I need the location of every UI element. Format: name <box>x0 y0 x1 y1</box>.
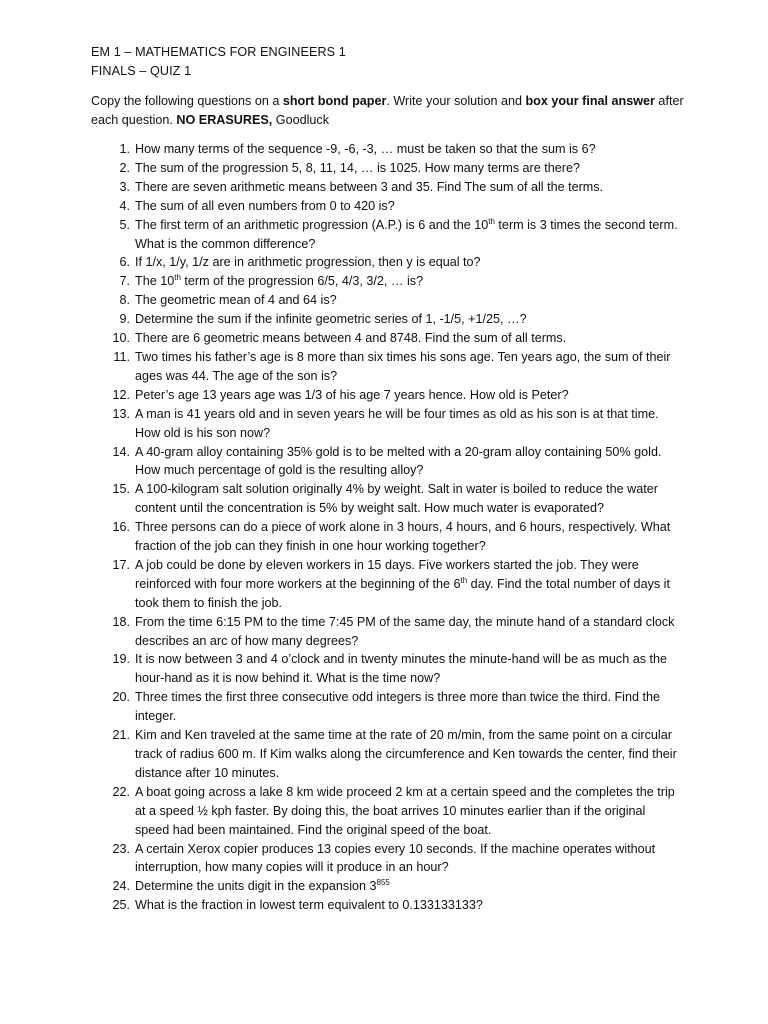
question-text: The sum of the progression 5, 8, 11, 14, … is 1025. How many terms are there? <box>135 160 580 175</box>
question-number: 3. <box>119 179 130 194</box>
question-number: 4. <box>119 198 130 213</box>
instructions-bold-1: short bond paper <box>282 94 387 108</box>
superscript: th <box>460 575 468 585</box>
question-item <box>0 216 680 254</box>
question-number: 17. <box>112 557 130 572</box>
question-number: 20. <box>112 690 130 705</box>
question-text: The sum of all even numbers from 0 to 420 is? <box>135 198 395 213</box>
question-item <box>0 480 680 518</box>
question-text: Kim and Ken traveled at the same time at the rate of 20 m/min, from the same point on a circular track of radius 600 m. If Kim walks along the circumference and Ken towards the center, find their distance after 10 minutes. <box>135 728 677 780</box>
instructions-bold-2: box your final answer <box>525 94 655 108</box>
question-text-part: The first term of an arithmetic progression (A.P.) is 6 and the 10 <box>135 217 489 232</box>
question-text: Peter’s age 13 years age was 1/3 of his age 7 years hence. How old is Peter? <box>135 387 569 402</box>
question-text: Three times the first three consecutive odd integers is three more than twice the third. Find the integer. <box>135 690 660 724</box>
question-text: How many terms of the sequence -9, -6, -3, … must be taken so that the sum is 6? <box>135 142 596 156</box>
question-number: 14. <box>112 444 130 459</box>
question-text: It is now between 3 and 4 o’clock and in twenty minutes the minute-hand will be as much as the hour-hand as it is now behind it. What is the time now? <box>135 652 668 686</box>
question-item <box>0 556 680 613</box>
question-number: 19. <box>112 652 130 667</box>
question-text: A boat going across a lake 8 km wide proceed 2 km at a certain speed and the completes the trip at a speed ½ kph faster. By doing this, the boat arrives 10 minutes earlier than if the original speed had been maintained. Find the original speed of the boat. <box>135 784 675 837</box>
instructions-text-4: Goodluck <box>272 113 329 127</box>
document-header <box>91 43 346 81</box>
question-item <box>0 840 680 878</box>
question-number: 13. <box>112 406 130 421</box>
superscript: th <box>488 216 495 226</box>
question-item <box>0 253 680 272</box>
question-text-part: term is 3 times the second term. What is the common difference? <box>135 217 678 251</box>
instructions-bold-3: NO ERASURES, <box>176 113 273 127</box>
question-text: There are seven arithmetic means between 3 and 35. Find The sum of all the terms. <box>135 179 604 194</box>
question-item <box>0 443 680 481</box>
question-text: Three persons can do a piece of work alone in 3 hours, 4 hours, and 6 hours, respectively. What fraction of the job can they finish in one hour working together? <box>135 520 671 554</box>
question-item <box>0 650 680 688</box>
question-item <box>0 726 680 783</box>
question-item <box>0 159 680 178</box>
question-item <box>0 272 680 291</box>
question-text: What is the fraction in lowest term equivalent to 0.133133133? <box>135 898 483 913</box>
instructions-paragraph <box>91 92 691 130</box>
question-item <box>0 613 680 651</box>
question-text-part: term of the progression 6/5, 4/3, 3/2, … is? <box>180 274 424 289</box>
question-number: 1. <box>119 142 130 156</box>
question-number: 10. <box>112 331 130 346</box>
question-number: 11. <box>113 349 130 364</box>
question-text <box>135 272 680 291</box>
instructions-text-3: after each question. <box>91 94 684 127</box>
question-list <box>0 140 768 915</box>
question-number: 15. <box>112 482 130 497</box>
question-number: 16. <box>112 520 130 535</box>
question-text: Two times his father’s age is 8 more than six times his sons age. Ten years ago, the sum of their ages was 44. The age of the son is? <box>135 349 671 383</box>
question-text: There are 6 geometric means between 4 and 8748. Find the sum of all terms. <box>135 331 567 346</box>
question-number: 7. <box>119 274 130 289</box>
question-item <box>0 329 680 348</box>
question-item <box>0 348 680 386</box>
question-text-part: Determine the units digit in the expansion 3 <box>135 879 377 894</box>
question-item <box>0 178 680 197</box>
question-text: A 40-gram alloy containing 35% gold is to be melted with a 20-gram alloy containing 50% gold. How much percentage of gold is the resulting alloy? <box>135 444 662 478</box>
question-text-part: A job could be done by eleven workers in 15 days. Five workers started the job. They were reinforced with four more workers at the beginning of the 6 <box>135 557 639 591</box>
question-number: 25. <box>112 898 130 913</box>
question-number: 9. <box>119 312 130 327</box>
question-number: 18. <box>112 614 130 629</box>
question-text: A man is 41 years old and in seven years he will be four times as old as his son is at that time. How old is his son now? <box>135 406 659 440</box>
question-text <box>135 216 680 254</box>
question-item <box>0 310 680 329</box>
question-text-part: day. Find the total number of days it took them to finish the job. <box>135 576 670 610</box>
course-title: EM 1 – MATHEMATICS FOR ENGINEERS 1 <box>91 45 346 59</box>
question-number: 5. <box>119 217 130 232</box>
question-text-part: The 10 <box>135 274 175 289</box>
question-item <box>0 896 680 915</box>
question-number: 6. <box>119 255 130 270</box>
question-item <box>0 386 680 405</box>
question-number: 21. <box>112 728 130 743</box>
question-number: 12. <box>112 387 130 402</box>
question-text: If 1/x, 1/y, 1/z are in arithmetic progression, then y is equal to? <box>135 255 481 270</box>
superscript: th <box>174 273 181 283</box>
question-number: 8. <box>119 293 130 308</box>
question-text <box>135 877 680 896</box>
superscript: 855 <box>376 878 390 888</box>
instructions-text-2: . Write your solution and <box>386 94 526 108</box>
instructions-text-1: Copy the following questions on a <box>91 94 283 108</box>
quiz-title: FINALS – QUIZ 1 <box>91 64 192 78</box>
question-text: From the time 6:15 PM to the time 7:45 PM of the same day, the minute hand of a standard clock describes an arc of how many degrees? <box>135 614 675 648</box>
question-item <box>0 518 680 556</box>
question-text: A 100-kilogram salt solution originally 4% by weight. Salt in water is boiled to reduce the water content until the concentration is 5% by weight salt. How much water is evaporated? <box>135 482 658 516</box>
question-text: Determine the sum if the infinite geometric series of 1, -1/5, +1/25, …? <box>135 312 527 327</box>
question-item <box>0 877 680 896</box>
question-item <box>0 688 680 726</box>
question-item <box>0 197 680 216</box>
question-number: 22. <box>112 784 130 799</box>
question-item <box>0 405 680 443</box>
question-number: 24. <box>112 879 130 894</box>
question-number: 23. <box>112 841 130 856</box>
question-item <box>0 291 680 310</box>
question-text <box>135 556 680 613</box>
question-item <box>0 140 680 159</box>
question-number: 2. <box>119 160 130 175</box>
question-item <box>0 783 680 840</box>
question-text: A certain Xerox copier produces 13 copies every 10 seconds. If the machine operates without interruption, how many copies will it produce in an hour? <box>135 841 656 875</box>
question-text: The geometric mean of 4 and 64 is? <box>135 293 337 308</box>
